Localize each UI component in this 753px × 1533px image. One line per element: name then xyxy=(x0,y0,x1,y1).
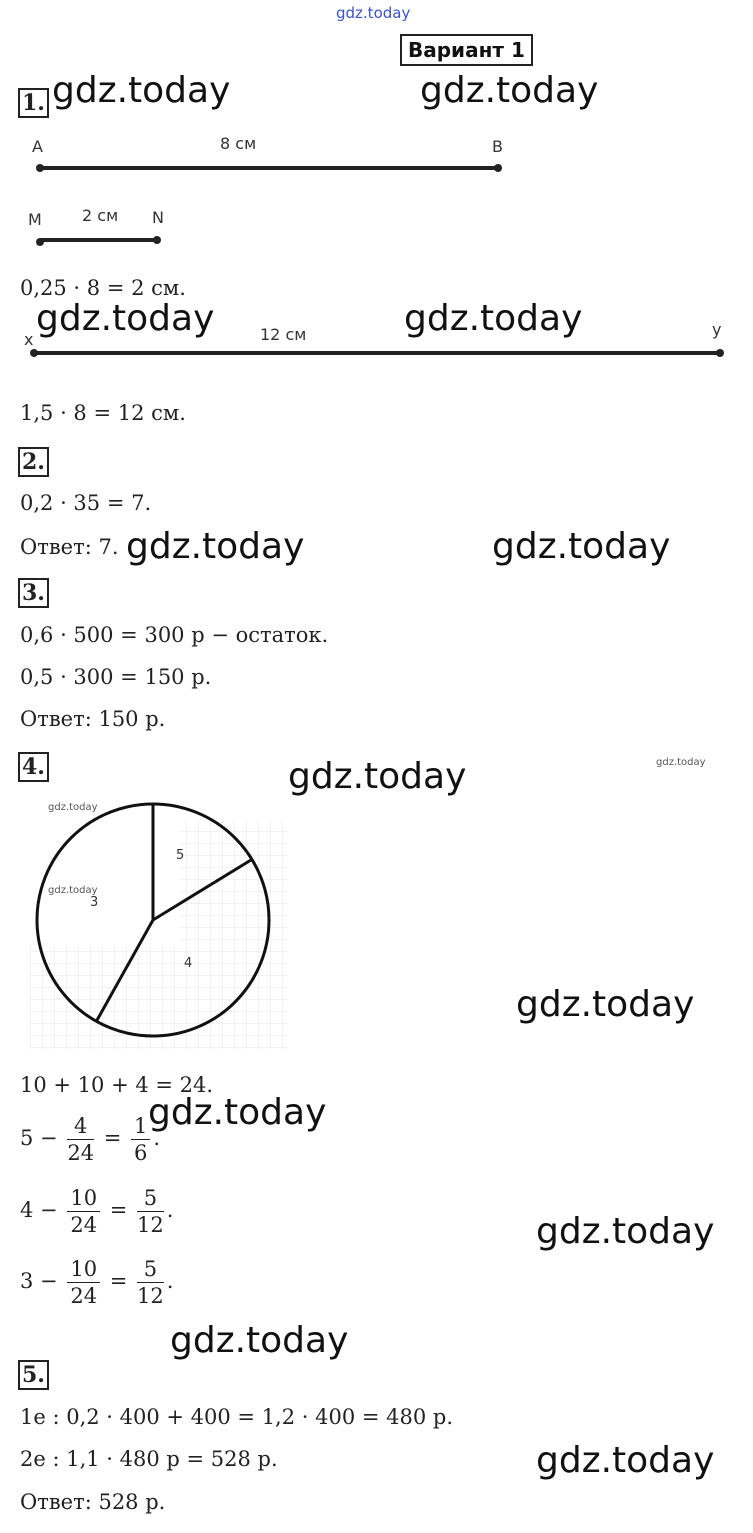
point-b xyxy=(494,164,502,172)
task3-answer: Ответ: 150 р. xyxy=(20,707,166,731)
watermark-small: gdz.today xyxy=(656,757,706,768)
task5-line1: 1е : 0,2 · 400 + 400 = 1,2 · 400 = 480 р. xyxy=(20,1405,454,1429)
watermark-small: gdz.today xyxy=(48,885,98,896)
watermark: gdz.today xyxy=(288,756,467,797)
label-y: y xyxy=(712,320,722,339)
watermark: gdz.today xyxy=(536,1211,715,1252)
task1-calc1: 0,25 · 8 = 2 см. xyxy=(20,276,186,300)
top-site-label: gdz.today xyxy=(336,4,411,22)
point-y xyxy=(716,349,724,357)
pie-label-3: 3 xyxy=(90,895,99,910)
task1-calc2: 1,5 · 8 = 12 см. xyxy=(20,401,186,425)
task5-answer: Ответ: 528 р. xyxy=(20,1490,166,1514)
task3-calc2: 0,5 · 300 = 150 р. xyxy=(20,665,212,689)
variant-title: Вариант 1 xyxy=(400,34,533,66)
pie-label-4: 4 xyxy=(184,956,193,971)
task3-calc1: 0,6 · 500 = 300 р − остаток. xyxy=(20,623,329,647)
watermark: gdz.today xyxy=(126,526,305,567)
watermark: gdz.today xyxy=(536,1440,715,1481)
watermark: gdz.today xyxy=(36,298,215,339)
task4-sum: 10 + 10 + 4 = 24. xyxy=(20,1073,214,1097)
length-ab: 8 см xyxy=(220,134,257,153)
length-xy: 12 см xyxy=(260,325,307,344)
watermark: gdz.today xyxy=(148,1092,327,1133)
label-n: N xyxy=(152,208,164,227)
watermark: gdz.today xyxy=(170,1320,349,1361)
label-b: B xyxy=(492,137,503,156)
task-number-3: 3. xyxy=(18,578,49,608)
task-number-5: 5. xyxy=(18,1360,49,1390)
task-number-2: 2. xyxy=(18,447,49,477)
task5-line2: 2е : 1,1 · 480 р = 528 р. xyxy=(20,1447,278,1471)
point-x xyxy=(30,349,38,357)
task-number-4: 4. xyxy=(18,752,49,782)
length-mn: 2 см xyxy=(82,206,119,225)
point-n xyxy=(153,236,161,244)
label-m: M xyxy=(28,210,42,229)
watermark-small: gdz.today xyxy=(48,802,98,813)
label-a: A xyxy=(32,137,43,156)
grid-background xyxy=(180,820,288,1050)
fraction-row: 4 − $\frac{10}{24}$ = $\frac{5}{12}$ . xyxy=(20,1186,174,1237)
watermark: gdz.today xyxy=(492,526,671,567)
pie-diagram xyxy=(30,795,290,1050)
task2-calc: 0,2 · 35 = 7. xyxy=(20,491,152,515)
watermark: gdz.today xyxy=(516,984,695,1025)
watermark: gdz.today xyxy=(52,70,231,111)
task2-answer: Ответ: 7. xyxy=(20,535,119,559)
point-m xyxy=(36,238,44,246)
fraction-row: 5 − $\frac{4}{24}$ = $\frac{1}{6}$ . xyxy=(20,1114,161,1165)
label-x: x xyxy=(24,330,34,349)
watermark: gdz.today xyxy=(404,298,583,339)
task-number-1: 1. xyxy=(18,88,49,118)
grid-background xyxy=(30,945,180,1050)
fraction-row: 3 − $\frac{10}{24}$ = $\frac{5}{12}$ . xyxy=(20,1257,174,1308)
pie-label-5: 5 xyxy=(176,848,185,863)
watermark: gdz.today xyxy=(420,70,599,111)
point-a xyxy=(36,164,44,172)
